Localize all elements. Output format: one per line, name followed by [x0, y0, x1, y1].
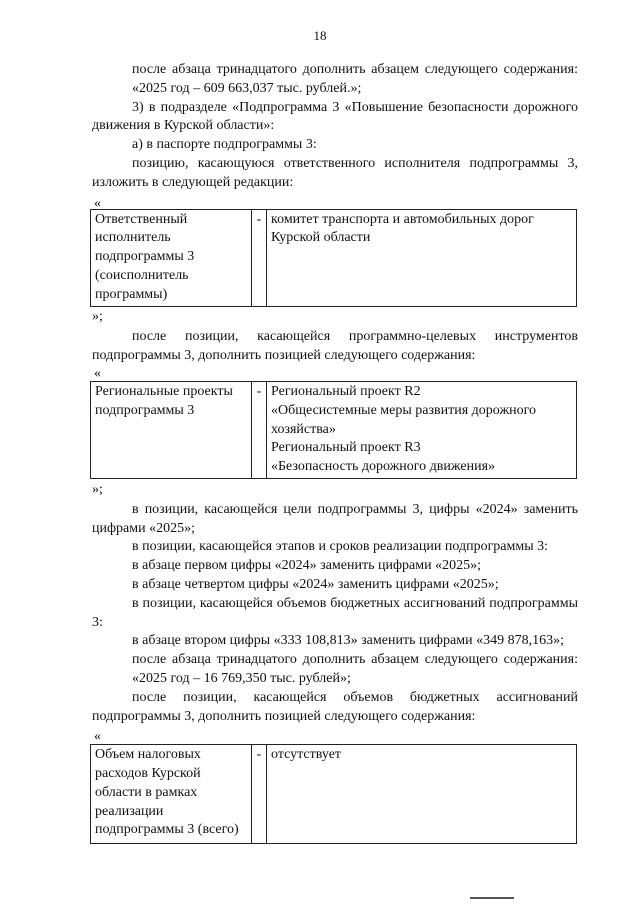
table-responsible-executor [90, 209, 577, 307]
table-cell-label: Региональные проекты подпрограммы 3 [91, 381, 252, 478]
paragraph: после абзаца тринадцатого дополнить абзацем следующего содержания: [132, 62, 578, 77]
page-number: 18 [313, 28, 327, 43]
table-cell-label: Объем налоговых расходов Курской области в рамках реализации подпрограммы 3 (всего) [91, 745, 252, 844]
paragraph: после абзаца тринадцатого дополнить абзацем следующего содержания: [132, 652, 578, 668]
paragraph: а) в паспорте подпрограммы 3: [132, 137, 317, 153]
paragraph: в абзаце четвертом цифры «2024» заменить цифрами «2025»; [132, 576, 499, 592]
regional-project-line: «Общесистемные меры развития дорожного хозяйства» [271, 402, 537, 437]
paragraph: 3) в подразделе «Подпрограмма 3 «Повышение безопасности дорожного движения в Курской области»: [92, 99, 578, 134]
table-regional-projects [90, 381, 577, 479]
paragraph: в позиции, касающейся цели подпрограммы 3, цифры «2024» заменить цифрами «2025»; [92, 501, 578, 536]
table-row [91, 745, 577, 844]
paragraph: «2025 год – 609 663,037 тыс. рублей.»; [132, 80, 362, 96]
table-cell-dash: - [252, 381, 267, 478]
paragraph: после позиции, касающейся программно-целевых инструментов подпрограммы 3, дополнить позицией следующего содержания: [92, 329, 578, 364]
table-cell-dash: - [252, 209, 267, 306]
table-cell-value [267, 381, 577, 478]
table-cell-label: Ответственный исполнитель подпрограммы 3 (соисполнитель программы) [91, 209, 252, 306]
paragraph: в абзаце втором цифры «333 108,813» заменить цифрами «349 878,163»; [132, 633, 564, 649]
quote-open-mark: « [94, 365, 101, 381]
paragraph: позицию, касающуюся ответственного исполнителя подпрограммы 3, изложить в следующей редакции: [92, 155, 578, 190]
table-row [91, 209, 577, 306]
paragraph: в позиции, касающейся объемов бюджетных ассигнований подпрограммы 3: [92, 595, 578, 630]
paragraph: в абзаце первом цифры «2024» заменить цифрами «2025»; [132, 558, 481, 574]
quote-open-mark: « [94, 195, 101, 211]
paragraph: после позиции, касающейся объемов бюджетных ассигнований подпрограммы 3, дополнить позицией следующего содержания: [92, 689, 578, 724]
regional-project-line: Региональный проект R3 [271, 440, 421, 456]
document-body [92, 60, 578, 844]
table-cell-dash: - [252, 745, 267, 844]
table-cell-value: отсутствует [267, 745, 577, 844]
paragraph: в позиции, касающейся этапов и сроков реализации подпрограммы 3: [132, 539, 549, 555]
quote-close-mark: »; [92, 481, 103, 497]
scan-artifact [470, 897, 514, 899]
paragraph: «2025 год – 16 769,350 тыс. рублей»; [132, 670, 351, 686]
quote-close-mark: »; [92, 308, 103, 324]
table-tax-expenditures [90, 744, 577, 844]
table-cell-value: комитет транспорта и автомобильных дорог Курской области [267, 209, 577, 306]
regional-project-line: «Безопасность дорожного движения» [271, 459, 496, 475]
table-row [91, 381, 577, 478]
quote-open-mark: « [94, 729, 101, 745]
regional-project-line: Региональный проект R2 [271, 383, 421, 399]
